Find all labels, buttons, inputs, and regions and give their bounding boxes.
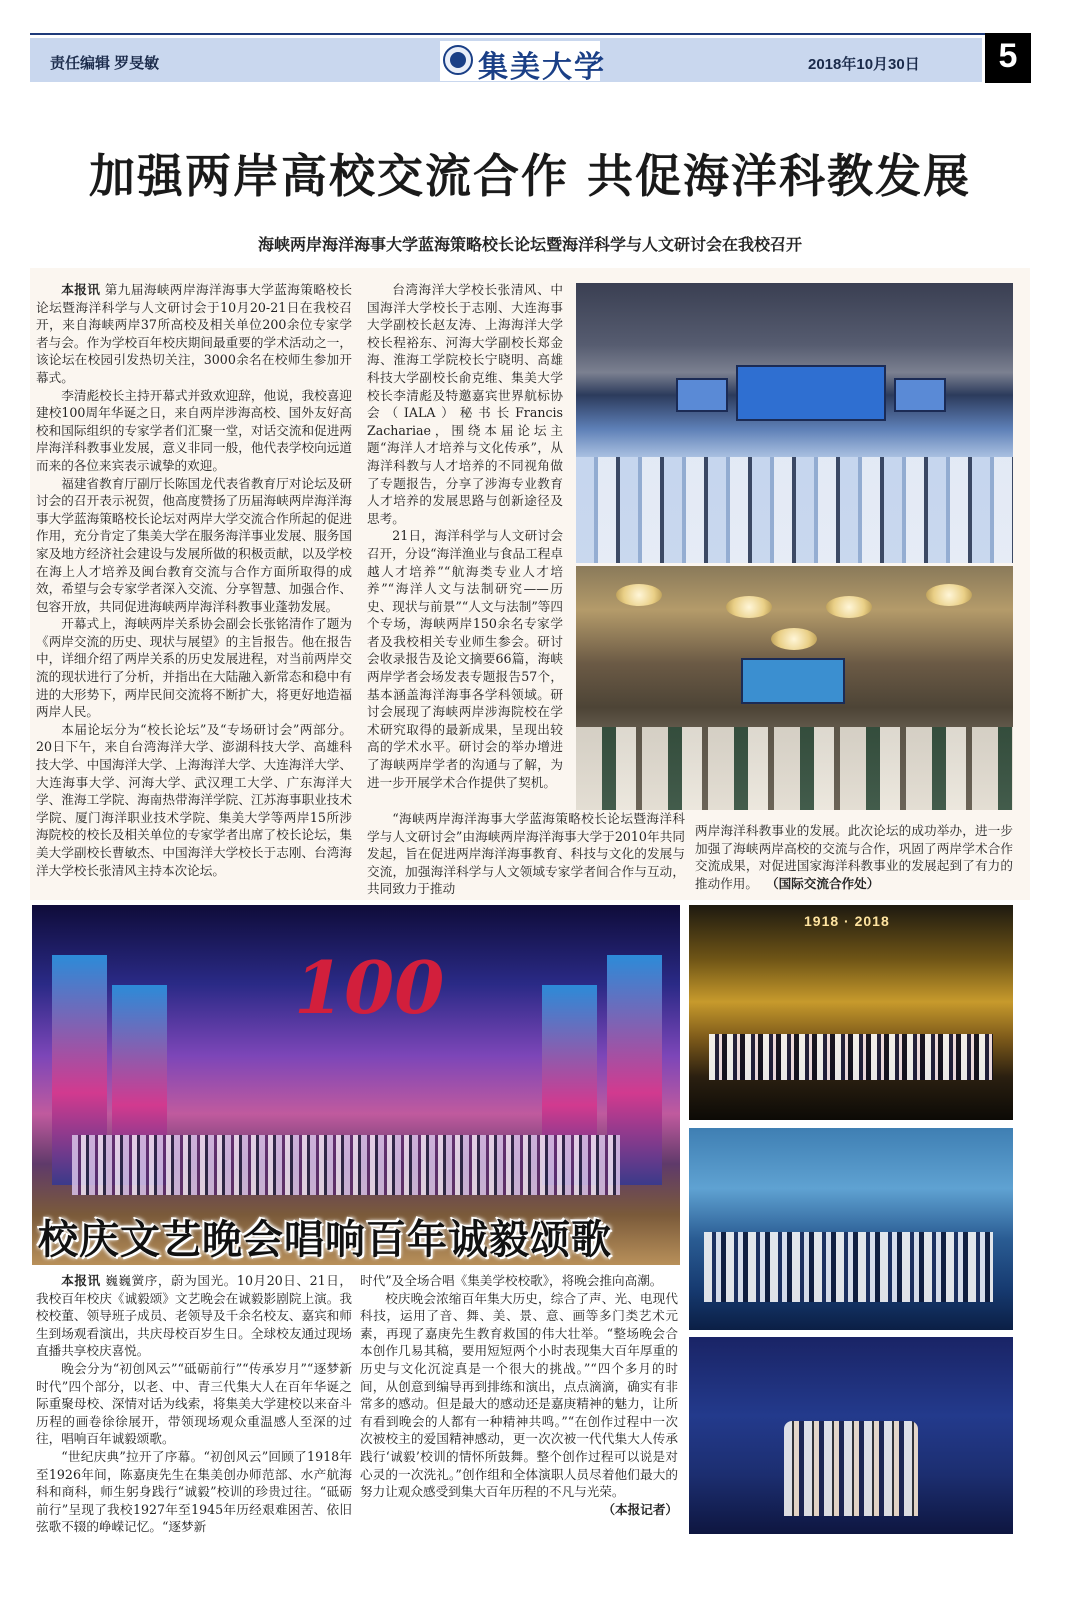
- article1-credit: （国际交流合作处）: [765, 875, 880, 891]
- article1-paragraph: 21日，海洋科学与人文研讨会召开，分设“海洋渔业与食品工程卓越人才培养”“航海类专业人才培养”“海洋人文与法制研究——历史、现状与前景”“人文与法制”等四个专场，海峡两岸150余名专家学者及我校相关专业师生参会。研讨会收录报告及论文摘要66篇，海峡两岸学者会场发表专题报告57个，基本涵盖海洋海事各学科领域。研讨会展现了海峡两岸涉海院校在学术研究取得的最新成果，呈现出较高的学术水平。研讨会的举办增进了海峡两岸学者的沟通与了解，为进一步开展学术合作提供了契机。: [367, 528, 563, 790]
- seminar-hall-photo: [576, 566, 1013, 810]
- article1-paragraph: 台湾海洋大学校长张清风、中国海洋大学校长于志刚、大连海事大学副校长赵友涛、上海海洋大学校长程裕东、河海大学副校长郑金海、淮海工学院校长宁晓明、高雄科技大学副校长俞克维、集美大学校长李清彪及特邀嘉宾世界航标协会（IALA）秘书长Francis Zachariae，围绕本届论坛主题“海洋人才培养与文化传承”，从海洋科教与人才培养的不同视角做了专题报告，分享了涉海专业教育人才培养的发展思路与创新途径及思考。: [367, 282, 563, 526]
- chandelier: [826, 596, 872, 618]
- gala-stage-photo-2: [689, 1128, 1013, 1330]
- stage-screen: [736, 365, 886, 421]
- conference-hall-photo: [576, 283, 1013, 563]
- article1-column-1: [36, 281, 352, 879]
- lead-tag: 本报讯: [61, 282, 101, 297]
- seminar-screen: [741, 658, 845, 704]
- chandelier: [726, 596, 772, 618]
- sailor-dancers: [704, 1232, 993, 1302]
- chandelier: [926, 584, 972, 606]
- top-rule: [30, 33, 1030, 35]
- article2-paragraph: 校庆晚会浓缩百年集大历史，综合了声、光、电现代科技，运用了音、舞、美、景、意、画等多门类艺术元素，再现了嘉庚先生教育救国的伟大壮举。“整场晚会合本创作几易其稿，要用短短两个小时表现集大百年厚重的历史与文化沉淀真是一个很大的挑战。”“四个多月的时间，从创意到编导再到排练和演出，点点滴滴，确实有非常多的感动。但是最大的感动还是嘉庚精神的魅力，让所有看到晚会的人都有一种精神共鸣。”“在创作过程中一次次被校主的爱国精神感动，更一次次被一代代集大人传承践行‘诚毅’校训的情怀所鼓舞。整个创作过程可以说是对心灵的一次洗礼。”创作组和全体演职人员尽着他们最大的努力让观众感受到集大百年历程的不凡与光荣。: [360, 1290, 678, 1500]
- article2-paragraph: “世纪庆典”拉开了序幕。“初创风云”回顾了1918年至1926年间，陈嘉庚先生在集美创办师范部、水产航海科和商科，师生躬身践行“诚毅”校训的珍贵过往。“砥砺前行”呈现了我校1927年至1945年历经艰难困苦、依旧弦歌不辍的峥嵘记忆。“逐梦新: [36, 1448, 352, 1535]
- audience: [576, 457, 1013, 563]
- article1-column-2: [367, 281, 563, 791]
- article2-paragraph: 时代”及全场合唱《集美学校校歌》，将晚会推向高潮。: [360, 1273, 663, 1288]
- stage-banner: 1918 · 2018: [804, 913, 890, 929]
- side-screen-left: [676, 378, 728, 412]
- issue-date: 2018年10月30日: [808, 56, 920, 73]
- article2-column-2: [360, 1272, 678, 1518]
- article1-paragraph: 福建省教育厅副厅长陈国龙代表省教育厅对论坛及研讨会的召开表示祝贺，他高度赞扬了历届海峡两岸海洋海事大学蓝海策略校长论坛对两岸大学交流合作所起的促进作用，充分肯定了集美大学在服务海洋事业发展、服务国家及地方经济社会建设与发展所做的积极贡献，以及学校在海上人才培养及闽台教育交流与合作方面所取得的成效，希望与会专家学者深入交流、分享智慧、加强合作、包容开放，共同促进海峡两岸海洋科教事业蓬勃发展。: [36, 475, 352, 614]
- centennial-logo: 100: [294, 945, 445, 1030]
- article1-paragraph: 李清彪校长主持开幕式并致欢迎辞，他说，我校喜迎建校100周年华诞之日，来自两岸涉海高校、国外友好高校和国际组织的专家学者们汇聚一堂，对话交流和促进两岸海洋科教事业发展，意义非同一般，他代表学校向远道而来的各位来宾表示诚挚的欢迎。: [36, 387, 352, 473]
- lead-tag: 本报讯: [61, 1273, 101, 1288]
- chandelier: [616, 584, 662, 606]
- article1-bottom-right: 两岸海洋科教事业的发展。此次论坛的成功举办，进一步加强了海峡两岸高校的交流与合作，巩固了两岸学术合作交流成果，对促进国家海洋科教事业的发展起到了有力的推动作用。 （国际交流合作处）: [695, 823, 1013, 891]
- article1-paragraph: 本报讯 第九届海峡两岸海洋海事大学蓝海策略校长论坛暨海洋科学与人文研讨会于10月20-21日在我校召开，来自海峡两岸37所高校及相关单位200余位专家学者与会。作为学校百年校庆期间最重要的学术活动之一，该论坛在校园引发热切关注，3000余名在校师生参加开幕式。: [36, 282, 352, 385]
- main-headline: 加强两岸高校交流合作 共促海洋科教发展: [88, 149, 971, 203]
- article1-paragraph: 开幕式上，海峡两岸关系协会副会长张铭清作了题为《两岸交流的历史、现状与展望》的主旨报告。他在报告中，详细介绍了两岸关系的历史发展进程，对当前两岸交流的现状进行了分析，并指出在大陆融入新常态和稳中有进的大形势下，两岸民间交流将不断扩大，将更好地造福两岸人民。: [36, 616, 352, 720]
- article2-paragraph: 本报讯 巍巍黉序，蔚为国光。10月20日、21日，我校百年校庆《诚毅颂》文艺晚会在诚毅影剧院上演。我校校董、领导班子成员、老领导及千余名校友、嘉宾和师生到场观看演出，共庆母校百岁生日。全球校友通过现场直播共享校庆喜悦。: [36, 1273, 352, 1359]
- side-screen-right: [894, 378, 946, 412]
- chandelier: [771, 628, 817, 650]
- choir-performers: [709, 1034, 993, 1080]
- gala-stage-photo-1: [689, 905, 1013, 1120]
- article2-column-1: [36, 1272, 352, 1536]
- seal-center: [450, 52, 466, 68]
- arts-headline: 校庆文艺晚会唱响百年诚毅颂歌: [38, 1216, 612, 1263]
- masthead-title: 集美大学: [478, 50, 606, 85]
- group-of-performers: [72, 1135, 620, 1195]
- child-performers: [784, 1421, 918, 1516]
- article2-paragraph: 晚会分为“初创风云”“砥砺前行”“传承岁月”“逐梦新时代”四个部分，以老、中、青三代集大人在百年华诞之际重聚母校、深情对话为线索，将集美大学建校以来奋斗历程的画卷徐徐展开，带领现场观众重温感人至深的过往，唱响百年诚毅颂歌。: [36, 1360, 352, 1447]
- article2-credit: （本报记者）: [602, 1501, 678, 1517]
- editor-credit: 责任编辑 罗旻敏: [50, 55, 160, 72]
- article1-bottom-left: “海峡两岸海洋海事大学蓝海策略校长论坛暨海洋科学与人文研讨会”由海峡两岸海洋海事大学于2010年共同发起，旨在促进两岸海洋海事教育、科技与文化的发展与交流，加强海洋科学与人文领域专家学者间合作与互动，共同致力于推动: [367, 811, 685, 897]
- sub-headline: 海峡两岸海洋海事大学蓝海策略校长论坛暨海洋科学与人文研讨会在我校召开: [257, 235, 802, 254]
- page-number: 5: [998, 37, 1018, 75]
- round-tables: [576, 727, 1013, 810]
- article1-paragraph: 本届论坛分为“校长论坛”及“专场研讨会”两部分。20日下午，来自台湾海洋大学、澎湖科技大学、高雄科技大学、中国海洋大学、上海海洋大学、大连海洋大学、大连海事大学、河海大学、武汉理工大学、广东海洋大学、淮海工学院、海南热带海洋学院、江苏海事职业技术学院、厦门海洋职业技术学院、集美大学等两岸15所涉海院校的校长及相关单位的专家学者出席了校长论坛，集美大学副校长曹敏杰、中国海洋大学校长于志刚、台湾海洋大学校长张清风主持本次论坛。: [36, 721, 352, 878]
- gala-stage-photo-3: [689, 1337, 1013, 1534]
